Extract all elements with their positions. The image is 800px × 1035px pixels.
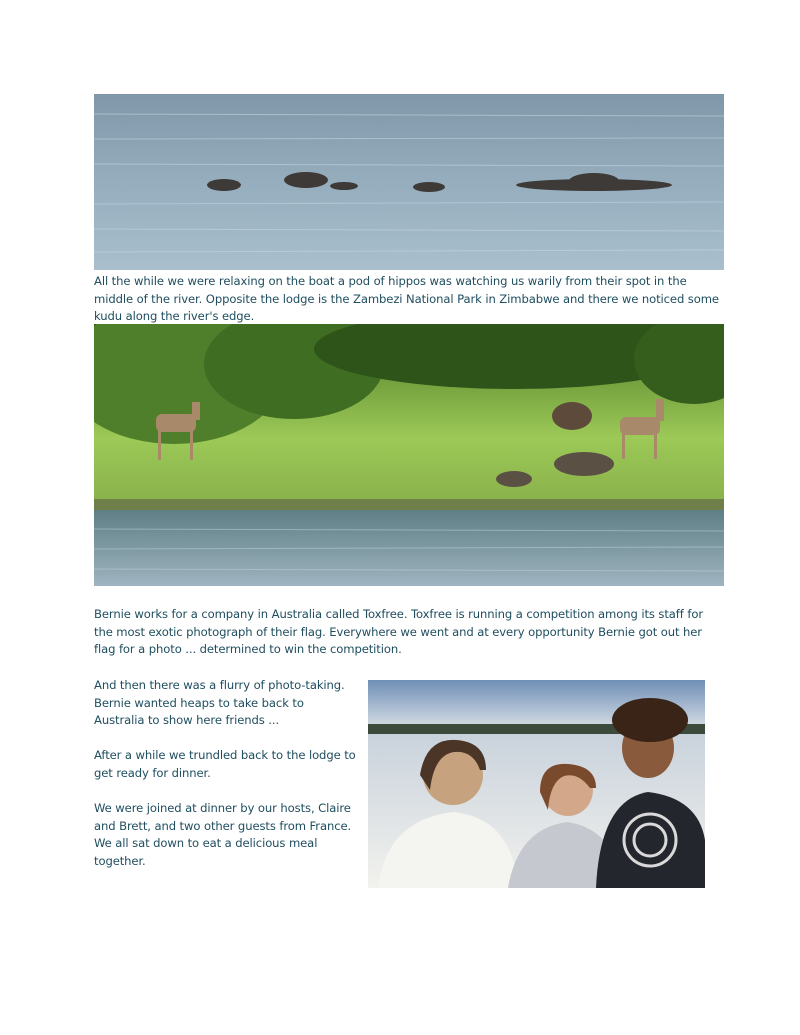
trundled-paragraph: After a while we trundled back to the lodge to get ready for dinner. <box>94 748 356 780</box>
friends-photo <box>368 680 705 888</box>
hippo-caption: All the while we were relaxing on the boat a pod of hippos was watching us warily from their spot in the middle of the river. Opposite the lodge is the Zambezi National Park in Zimbabwe and there we noticed some kudu along the river's edge. <box>94 274 719 323</box>
kudu-image <box>94 324 724 586</box>
dinner-paragraph: We were joined at dinner by our hosts, Claire and Brett, and two other guests from France. We all sat down to eat a delicious meal together. <box>94 801 352 868</box>
hippos-photo <box>94 94 724 270</box>
hippos-image <box>94 94 724 270</box>
friends-image <box>368 680 705 888</box>
kudu-photo <box>94 324 724 586</box>
photo-taking-paragraph: And then there was a flurry of photo-taking. Bernie wanted heaps to take back to Australia to show here friends ... <box>94 678 345 727</box>
toxfree-paragraph: Bernie works for a company in Australia called Toxfree. Toxfree is running a competition among its staff for the most exotic photograph of their flag. Everywhere we went and at every opportunity Bernie got out her flag for a photo ... determined to win the competition. <box>94 607 703 656</box>
